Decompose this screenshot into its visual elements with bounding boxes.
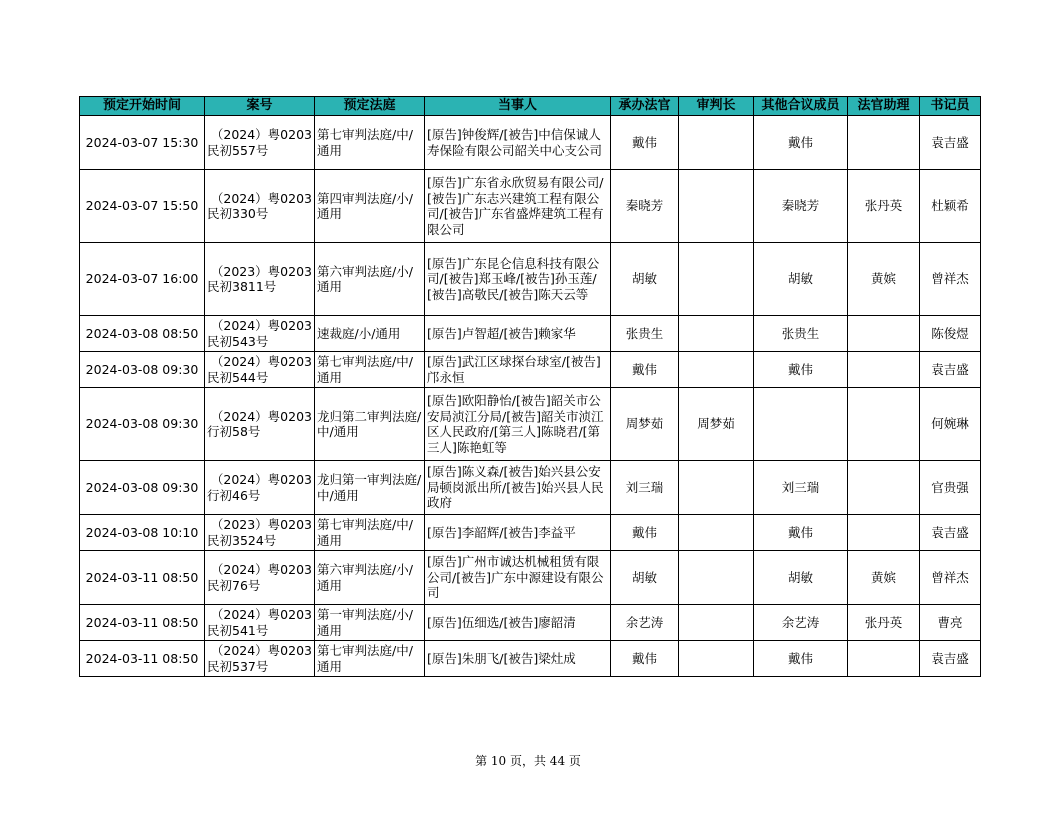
cell-parties: [原告]武江区球探台球室/[被告]邝永恒	[425, 352, 611, 388]
cell-other-members: 戴伟	[754, 116, 848, 170]
cell-courtroom: 第六审判法庭/小/通用	[315, 551, 425, 605]
cell-time: 2024-03-08 09:30	[80, 461, 205, 515]
case-number-serial: 民初544号	[207, 369, 269, 385]
table-row	[80, 641, 981, 677]
cell-case-number	[205, 641, 315, 677]
cell-courtroom: 第六审判法庭/小/通用	[315, 243, 425, 316]
table-row	[80, 515, 981, 551]
cell-case-number	[205, 605, 315, 641]
cell-courtroom: 第七审判法庭/中/通用	[315, 116, 425, 170]
cell-courtroom: 第七审判法庭/中/通用	[315, 515, 425, 551]
case-number-year-court: （2023）粤0203	[210, 263, 312, 279]
cell-time: 2024-03-08 08:50	[80, 316, 205, 352]
case-number-serial: 民初557号	[207, 142, 269, 158]
case-number-year-court: （2024）粤0203	[210, 643, 312, 658]
cell-judge-assistant	[848, 116, 920, 170]
cell-judge: 戴伟	[611, 116, 679, 170]
page-footer: 第 10 页，共 44 页	[475, 754, 581, 768]
cell-case-number	[205, 243, 315, 316]
cell-parties: [原告]广州市诚达机械租赁有限公司/[被告]广东中源建设有限公司	[425, 551, 611, 605]
case-number-serial: 民初3811号	[207, 279, 277, 294]
case-number-serial: 民初537号	[207, 658, 269, 674]
col-header-members: 其他合议成员	[754, 97, 848, 116]
cell-clerk: 曾祥杰	[920, 243, 981, 316]
cell-judge: 戴伟	[611, 515, 679, 551]
cell-case-number	[205, 461, 315, 515]
cell-time: 2024-03-07 15:30	[80, 116, 205, 170]
case-number-serial: 民初330号	[207, 206, 269, 221]
cell-judge: 秦晓芳	[611, 170, 679, 243]
cell-presiding-judge	[679, 316, 754, 352]
case-number-year-court: （2024）粤0203	[210, 607, 312, 622]
cell-case-number	[205, 316, 315, 352]
cell-other-members: 刘三瑞	[754, 461, 848, 515]
cell-courtroom: 第一审判法庭/小/通用	[315, 605, 425, 641]
col-header-time: 预定开始时间	[80, 97, 205, 116]
cell-clerk: 曹亮	[920, 605, 981, 641]
cell-courtroom: 第七审判法庭/中/通用	[315, 352, 425, 388]
cell-clerk: 袁吉盛	[920, 515, 981, 551]
cell-presiding-judge	[679, 641, 754, 677]
case-number-year-court: （2023）粤0203	[210, 517, 312, 532]
col-header-presiding: 审判长	[679, 97, 754, 116]
cell-other-members: 余艺涛	[754, 605, 848, 641]
cell-judge: 胡敏	[611, 243, 679, 316]
case-number-year-court: （2024）粤0203	[210, 190, 312, 206]
cell-other-members	[754, 388, 848, 461]
cell-parties: [原告]陈义森/[被告]始兴县公安局顿岗派出所/[被告]始兴县人民政府	[425, 461, 611, 515]
cell-other-members: 张贵生	[754, 316, 848, 352]
case-number-year-court: （2024）粤0203	[210, 127, 312, 142]
cell-judge: 余艺涛	[611, 605, 679, 641]
cell-case-number	[205, 388, 315, 461]
table-row	[80, 605, 981, 641]
cell-judge: 胡敏	[611, 551, 679, 605]
cell-time: 2024-03-07 15:50	[80, 170, 205, 243]
cell-other-members: 戴伟	[754, 352, 848, 388]
case-number-serial: 民初543号	[207, 333, 269, 349]
cell-time: 2024-03-08 09:30	[80, 352, 205, 388]
table-row	[80, 461, 981, 515]
cell-time: 2024-03-08 09:30	[80, 388, 205, 461]
case-number-year-court: （2024）粤0203	[210, 318, 312, 333]
cell-judge-assistant: 张丹英	[848, 170, 920, 243]
cell-clerk: 官贵强	[920, 461, 981, 515]
col-header-parties: 当事人	[425, 97, 611, 116]
cell-parties: [原告]卢智超/[被告]赖家华	[425, 316, 611, 352]
table-row	[80, 116, 981, 170]
cell-presiding-judge	[679, 243, 754, 316]
cell-judge-assistant	[848, 388, 920, 461]
case-number-serial: 民初3524号	[207, 532, 277, 548]
cell-parties: [原告]李韶辉/[被告]李益平	[425, 515, 611, 551]
cell-time: 2024-03-07 16:00	[80, 243, 205, 316]
cell-other-members: 胡敏	[754, 243, 848, 316]
hearing-schedule-table	[79, 96, 981, 677]
cell-judge-assistant	[848, 461, 920, 515]
cell-presiding-judge	[679, 515, 754, 551]
cell-time: 2024-03-08 10:10	[80, 515, 205, 551]
cell-judge: 刘三瑞	[611, 461, 679, 515]
table-row	[80, 316, 981, 352]
cell-case-number	[205, 551, 315, 605]
col-header-clerk: 书记员	[920, 97, 981, 116]
cell-clerk: 杜颖希	[920, 170, 981, 243]
col-header-assistant: 法官助理	[848, 97, 920, 116]
table-row	[80, 170, 981, 243]
cell-other-members: 戴伟	[754, 641, 848, 677]
table-row	[80, 388, 981, 461]
cell-parties: [原告]朱朋飞/[被告]梁灶成	[425, 641, 611, 677]
case-number-serial: 行初58号	[207, 424, 261, 439]
cell-parties: [原告]广东昆仑信息科技有限公司/[被告]郑玉峰/[被告]孙玉莲/[被告]高敬民/[被告]陈天云等	[425, 243, 611, 316]
cell-presiding-judge	[679, 116, 754, 170]
cell-judge-assistant	[848, 316, 920, 352]
cell-judge: 戴伟	[611, 352, 679, 388]
cell-parties: [原告]广东省永欣贸易有限公司/[被告]广东志兴建筑工程有限公司/[被告]广东省盛烨建筑工程有限公司	[425, 170, 611, 243]
cell-judge: 周梦茹	[611, 388, 679, 461]
col-header-judge: 承办法官	[611, 97, 679, 116]
table-row	[80, 243, 981, 316]
cell-judge-assistant: 黄嫔	[848, 243, 920, 316]
table-row	[80, 551, 981, 605]
case-number-year-court: （2024）粤0203	[210, 408, 312, 424]
table-row	[80, 352, 981, 388]
cell-parties: [原告]欧阳静怡/[被告]韶关市公安局浈江分局/[被告]韶关市浈江区人民政府/[第三人]陈晓君/[第三人]陈艳虹等	[425, 388, 611, 461]
col-header-courtroom: 预定法庭	[315, 97, 425, 116]
table-header-row	[80, 97, 981, 116]
cell-time: 2024-03-11 08:50	[80, 641, 205, 677]
case-number-year-court: （2024）粤0203	[210, 562, 312, 577]
cell-clerk: 袁吉盛	[920, 641, 981, 677]
cell-clerk: 何婉琳	[920, 388, 981, 461]
case-number-serial: 民初76号	[207, 577, 261, 593]
case-number-year-court: （2024）粤0203	[210, 354, 312, 369]
cell-courtroom: 第四审判法庭/小/通用	[315, 170, 425, 243]
cell-presiding-judge	[679, 170, 754, 243]
cell-judge-assistant: 黄嫔	[848, 551, 920, 605]
cell-time: 2024-03-11 08:50	[80, 605, 205, 641]
case-number-serial: 行初46号	[207, 487, 261, 503]
cell-clerk: 陈俊煜	[920, 316, 981, 352]
cell-other-members: 胡敏	[754, 551, 848, 605]
cell-judge-assistant	[848, 515, 920, 551]
cell-case-number	[205, 116, 315, 170]
cell-case-number	[205, 352, 315, 388]
cell-judge: 张贵生	[611, 316, 679, 352]
cell-judge-assistant: 张丹英	[848, 605, 920, 641]
cell-other-members: 戴伟	[754, 515, 848, 551]
col-header-case-number: 案号	[205, 97, 315, 116]
case-number-serial: 民初541号	[207, 622, 269, 638]
cell-courtroom: 速裁庭/小/通用	[315, 316, 425, 352]
cell-presiding-judge	[679, 551, 754, 605]
cell-courtroom: 第七审判法庭/中/通用	[315, 641, 425, 677]
case-number-year-court: （2024）粤0203	[210, 472, 312, 487]
cell-case-number	[205, 515, 315, 551]
cell-time: 2024-03-11 08:50	[80, 551, 205, 605]
cell-other-members: 秦晓芳	[754, 170, 848, 243]
cell-presiding-judge: 周梦茹	[679, 388, 754, 461]
cell-clerk: 袁吉盛	[920, 116, 981, 170]
cell-parties: [原告]伍细选/[被告]廖韶清	[425, 605, 611, 641]
cell-presiding-judge	[679, 352, 754, 388]
cell-parties: [原告]钟俊辉/[被告]中信保诚人寿保险有限公司韶关中心支公司	[425, 116, 611, 170]
cell-courtroom: 龙归第二审判法庭/中/通用	[315, 388, 425, 461]
cell-clerk: 曾祥杰	[920, 551, 981, 605]
cell-judge: 戴伟	[611, 641, 679, 677]
cell-presiding-judge	[679, 605, 754, 641]
cell-courtroom: 龙归第一审判法庭/中/通用	[315, 461, 425, 515]
cell-judge-assistant	[848, 641, 920, 677]
cell-case-number	[205, 170, 315, 243]
cell-judge-assistant	[848, 352, 920, 388]
cell-clerk: 袁吉盛	[920, 352, 981, 388]
cell-presiding-judge	[679, 461, 754, 515]
